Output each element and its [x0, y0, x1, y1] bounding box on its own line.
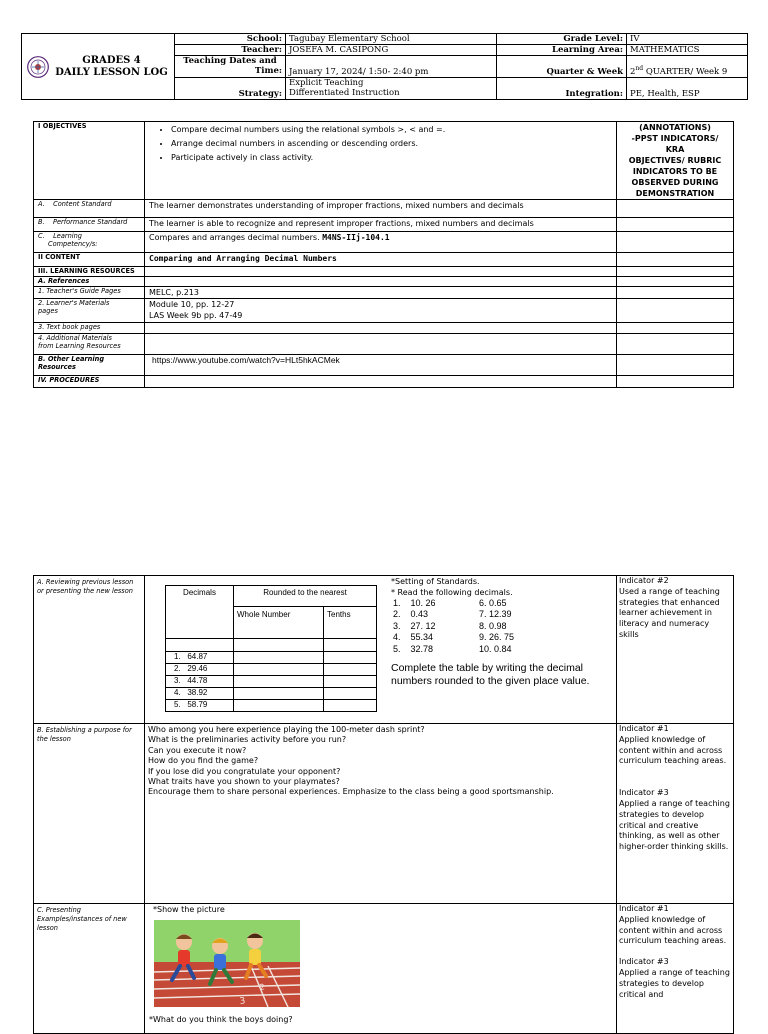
teacher-value: JOSEFA M. CASIPONG: [286, 45, 497, 56]
content-standard-value: The learner demonstrates understanding of improper fractions, mixed numbers and decimals: [145, 200, 617, 218]
answer-cell[interactable]: [324, 652, 377, 664]
decimals-list: [393, 598, 616, 655]
reviewing-label: A. Reviewing previous lesson or presenting the new lesson: [34, 576, 145, 724]
whole-number-header: Whole Number: [234, 607, 324, 639]
logo-cell: [22, 34, 175, 100]
textbook-pages-label: 3. Text book pages: [34, 323, 145, 334]
quarter-label: Quarter & Week: [497, 56, 627, 78]
indicator-title: Indicator #3: [619, 788, 669, 798]
decimal-item: 8. 0.98: [479, 620, 507, 631]
decimal-item: 1. 10. 26: [393, 598, 436, 608]
strategy-label: Strategy:: [175, 78, 286, 100]
answer-cell[interactable]: [234, 700, 324, 712]
indicator-cell-b: [617, 724, 734, 904]
answer-cell[interactable]: [234, 664, 324, 676]
answer-cell[interactable]: [324, 664, 377, 676]
decimal-item: 7. 12.39: [479, 609, 512, 620]
indicator-text: Applied a range of teaching strategies to develop critical and creative thinking, as well as other higher-order thinking skills.: [619, 798, 730, 852]
additional-materials-label: 4. Additional Materials from Learning Resources: [34, 334, 145, 355]
competency-value: Compares and arranges decimal numbers. M4NS-IIj-104.1: [145, 232, 617, 253]
answer-cell[interactable]: [324, 688, 377, 700]
rounding-row-decimal: 2. 29.46: [166, 664, 234, 676]
decimal-item: 4. 55.34: [393, 632, 434, 643]
presenting-content: [145, 904, 617, 1034]
purpose-line: Who among you here experience playing the 100-meter dash sprint?: [148, 725, 425, 734]
log-title: DAILY LESSON LOG: [55, 66, 168, 78]
indicator-text: Applied a range of teaching strategies to develop critical and: [619, 967, 730, 999]
strategy-value: Explicit Teaching Differentiated Instruction: [286, 78, 497, 100]
objective-item: • Participate actively in class activity.: [171, 152, 612, 163]
youtube-link[interactable]: https://www.youtube.com/watch?v=HLt5hkACMek: [145, 355, 617, 376]
purpose-line: Can you execute it now?: [148, 745, 247, 755]
presenting-label: C. Presenting Examples/instances of new lesson: [34, 904, 145, 1034]
procedures-table: [33, 575, 734, 1034]
objectives-table: [33, 121, 734, 388]
content-value: Comparing and Arranging Decimal Numbers: [145, 253, 617, 267]
decimal-item: 6. 0.65: [479, 598, 507, 608]
rounded-header: Rounded to the nearest: [234, 586, 377, 607]
teacher-label: Teacher:: [175, 45, 286, 56]
boys-question: *What do you think the boys doing?: [149, 1014, 293, 1024]
competency-label: C. Learning Competency/s:: [34, 232, 145, 253]
quarter-value: 2nd QUARTER/ Week 9: [627, 56, 748, 78]
show-picture-instruction: *Show the picture: [153, 905, 225, 914]
integration-value: PE, Health, ESP: [627, 78, 748, 100]
procedures-label: IV. PROCEDURES: [34, 376, 145, 388]
grade-title: GRADES 4: [82, 54, 141, 66]
decimal-item: 10. 0.84: [479, 643, 512, 654]
dates-label: Teaching Dates and Time:: [175, 56, 286, 78]
header-table: [21, 33, 748, 100]
rounding-row-decimal: 5. 58.79: [166, 700, 234, 712]
decimal-item: 9. 26. 75: [479, 632, 515, 643]
purpose-line: What traits have you shown to your playmates?: [148, 777, 340, 787]
decimals-header: Decimals: [166, 586, 234, 639]
indicator-text: Applied knowledge of content within and across curriculum teaching areas.: [619, 734, 727, 766]
purpose-line: Encourage them to share personal experiences. Emphasize to the class being a good sportsmanship.: [148, 787, 554, 797]
answer-cell[interactable]: [324, 676, 377, 688]
purpose-content: [145, 724, 617, 904]
decimal-item: 2. 0.43: [393, 609, 429, 620]
tenths-header: Tenths: [324, 607, 377, 639]
purpose-line: How do you find the game?: [148, 756, 259, 766]
answer-cell[interactable]: [324, 700, 377, 712]
read-decimals-instruction: * Read the following decimals.: [391, 587, 513, 597]
content-label: II CONTENT: [34, 253, 145, 267]
indicator-title: Indicator #2: [619, 576, 669, 585]
objectives-list: [149, 124, 612, 163]
indicator-title: Indicator #1: [619, 904, 669, 913]
reviewing-content: [145, 576, 617, 724]
grade-level-value: IV: [627, 34, 748, 45]
teachers-guide-label: 1. Teacher's Guide Pages: [34, 287, 145, 299]
rounding-row-decimal: 3. 44.78: [166, 676, 234, 688]
grade-level-label: Grade Level:: [497, 34, 627, 45]
decimal-item: 5. 32.78: [393, 643, 434, 654]
learning-area-value: MATHEMATICS: [627, 45, 748, 56]
references-label: A. References: [34, 277, 145, 287]
purpose-line: If you lose did you congratulate your opponent?: [148, 766, 341, 776]
performance-standard-label: B. Performance Standard: [34, 218, 145, 232]
annotations-heading: (ANNOTATIONS) -PPST INDICATORS/ KRA OBJECTIVES/ RUBRIC INDICATORS TO BE OBSERVED DURING DEMONSTRATION: [617, 122, 734, 200]
setting-standards: *Setting of Standards.: [391, 577, 480, 586]
answer-cell[interactable]: [234, 676, 324, 688]
dates-value: January 17, 2024/ 1:50- 2:40 pm: [286, 56, 497, 78]
answer-cell[interactable]: [234, 652, 324, 664]
purpose-line: What is the preliminaries activity before you run?: [148, 735, 347, 745]
objective-item: • Compare decimal numbers using the relational symbols >, < and =.: [171, 124, 612, 135]
answer-cell[interactable]: [234, 688, 324, 700]
svg-text:2: 2: [259, 981, 266, 992]
purpose-label: B. Establishing a purpose for the lesson: [34, 724, 145, 904]
indicator-cell-c: [617, 904, 734, 1034]
objectives-list-cell: [145, 122, 617, 200]
rounding-table: [165, 585, 377, 712]
decimal-item: 3. 27. 12: [393, 620, 436, 631]
other-resources-label: B. Other Learning Resources: [34, 355, 145, 376]
learning-area-label: Learning Area:: [497, 45, 627, 56]
objectives-heading: I OBJECTIVES: [34, 122, 145, 200]
learners-materials-label: 2. Learner's Materials pages: [34, 299, 145, 323]
indicator-title: Indicator #1: [619, 724, 669, 733]
learning-resources-label: III. LEARNING RESOURCES: [34, 267, 145, 277]
school-value: Tagubay Elementary School: [286, 34, 497, 45]
deped-seal-icon: [27, 56, 49, 78]
rounding-row-decimal: 1. 64.87: [166, 652, 234, 664]
objective-item: • Arrange decimal numbers in ascending or descending orders.: [171, 138, 612, 149]
integration-label: Integration:: [497, 78, 627, 100]
running-boys-picture: [154, 920, 300, 1007]
learners-materials-value: Module 10, pp. 12-27 LAS Week 9b pp. 47-49: [145, 299, 617, 323]
svg-text:3: 3: [239, 995, 247, 1007]
rounding-row-decimal: 4. 38.92: [166, 688, 234, 700]
indicator-text: Applied knowledge of content within and across curriculum teaching areas.: [619, 914, 727, 946]
complete-table-instruction: Complete the table by writing the decimal numbers rounded to the given place value.: [391, 662, 590, 688]
performance-standard-value: The learner is able to recognize and represent improper fractions, mixed numbers and decimals: [145, 218, 617, 232]
indicator-title: Indicator #3: [619, 957, 669, 967]
school-label: School:: [175, 34, 286, 45]
content-standard-label: A. Content Standard: [34, 200, 145, 218]
teachers-guide-value: MELC, p.213: [145, 287, 617, 299]
indicator-text: Used a range of teaching strategies that enhanced learner achievement in literacy and numeracy skills: [619, 586, 720, 639]
indicator-cell-a: [617, 576, 734, 724]
